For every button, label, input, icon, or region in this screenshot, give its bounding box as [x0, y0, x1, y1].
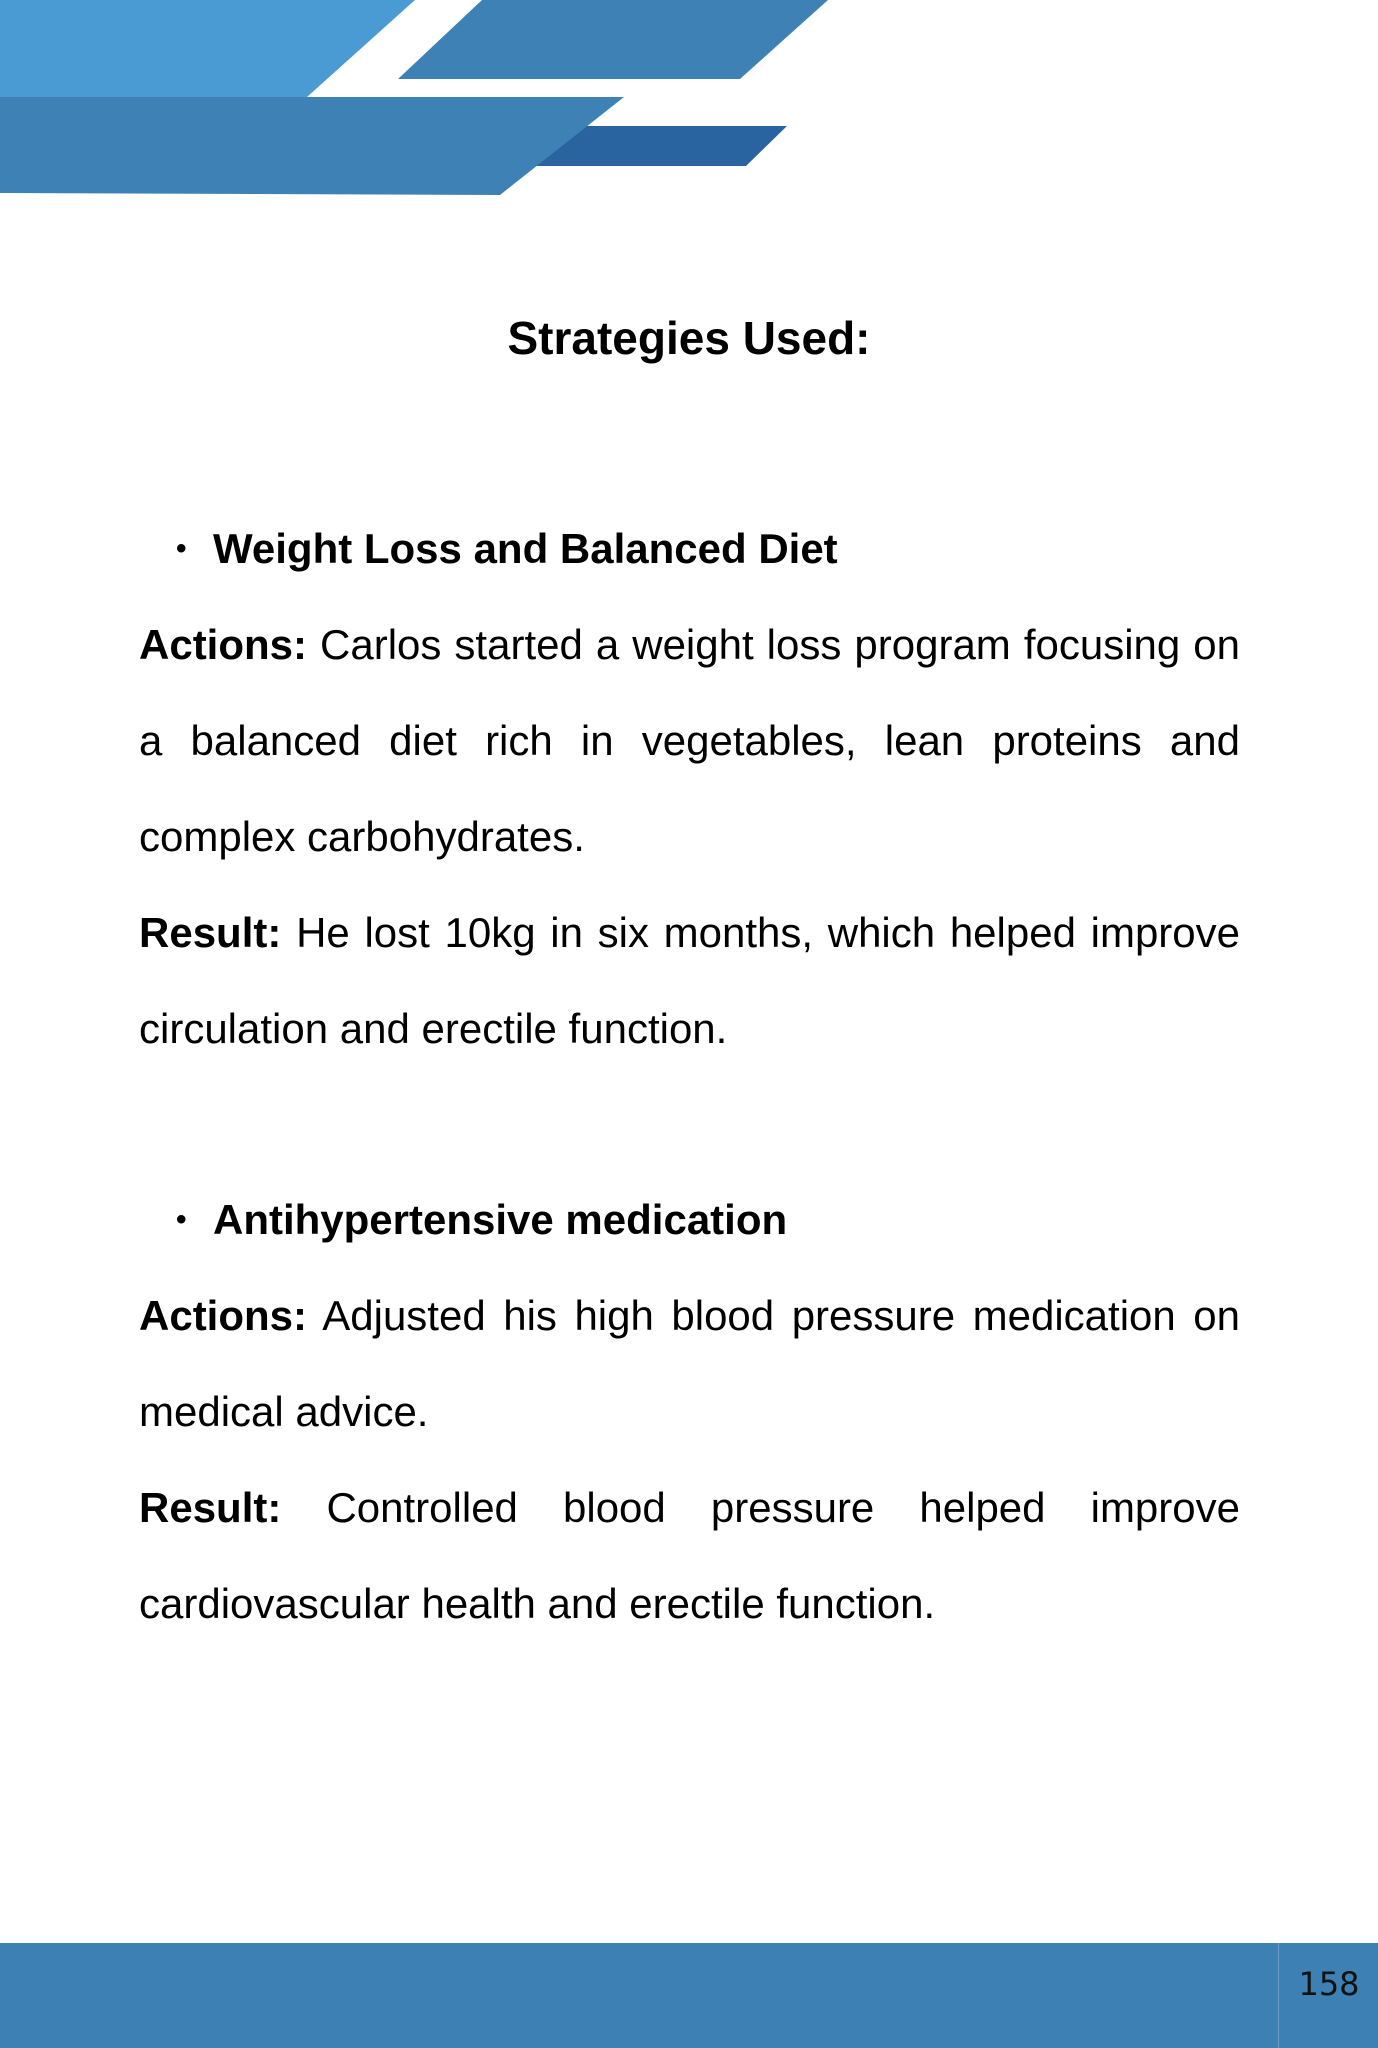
result-paragraph — [139, 1460, 1240, 1652]
result-text: Controlled blood pressure helped improve cardiovascular health and erectile function. — [139, 1484, 1240, 1627]
footer-bar — [0, 1943, 1378, 2048]
actions-paragraph — [139, 1268, 1240, 1460]
actions-text: Carlos started a weight loss program focusing on a balanced diet rich in vegetables, lean proteins and complex carbohydrates. — [139, 621, 1240, 860]
page-title: Strategies Used: — [507, 312, 871, 364]
result-paragraph — [139, 885, 1240, 1077]
banner-shape-light — [0, 0, 415, 97]
bullet-icon: • — [176, 532, 187, 565]
result-label: Result: — [139, 1484, 282, 1531]
actions-label: Actions: — [139, 1292, 307, 1339]
actions-paragraph — [139, 597, 1240, 885]
banner-shape-bottom — [0, 97, 624, 195]
header-banner — [0, 0, 900, 210]
actions-label: Actions: — [139, 621, 307, 668]
bullet-icon: • — [176, 1203, 187, 1236]
result-label: Result: — [139, 909, 282, 956]
page-number-box — [1278, 1943, 1378, 2048]
page-number: 158 — [1298, 1965, 1360, 2003]
actions-text: Adjusted his high blood pressure medication on medical advice. — [139, 1292, 1240, 1435]
section-heading-label: Weight Loss and Balanced Diet — [213, 525, 838, 572]
section-heading-label: Antihypertensive medication — [213, 1196, 788, 1243]
result-text: He lost 10kg in six months, which helped improve circulation and erectile function. — [139, 909, 1241, 1052]
banner-shape-top-right — [398, 0, 828, 79]
